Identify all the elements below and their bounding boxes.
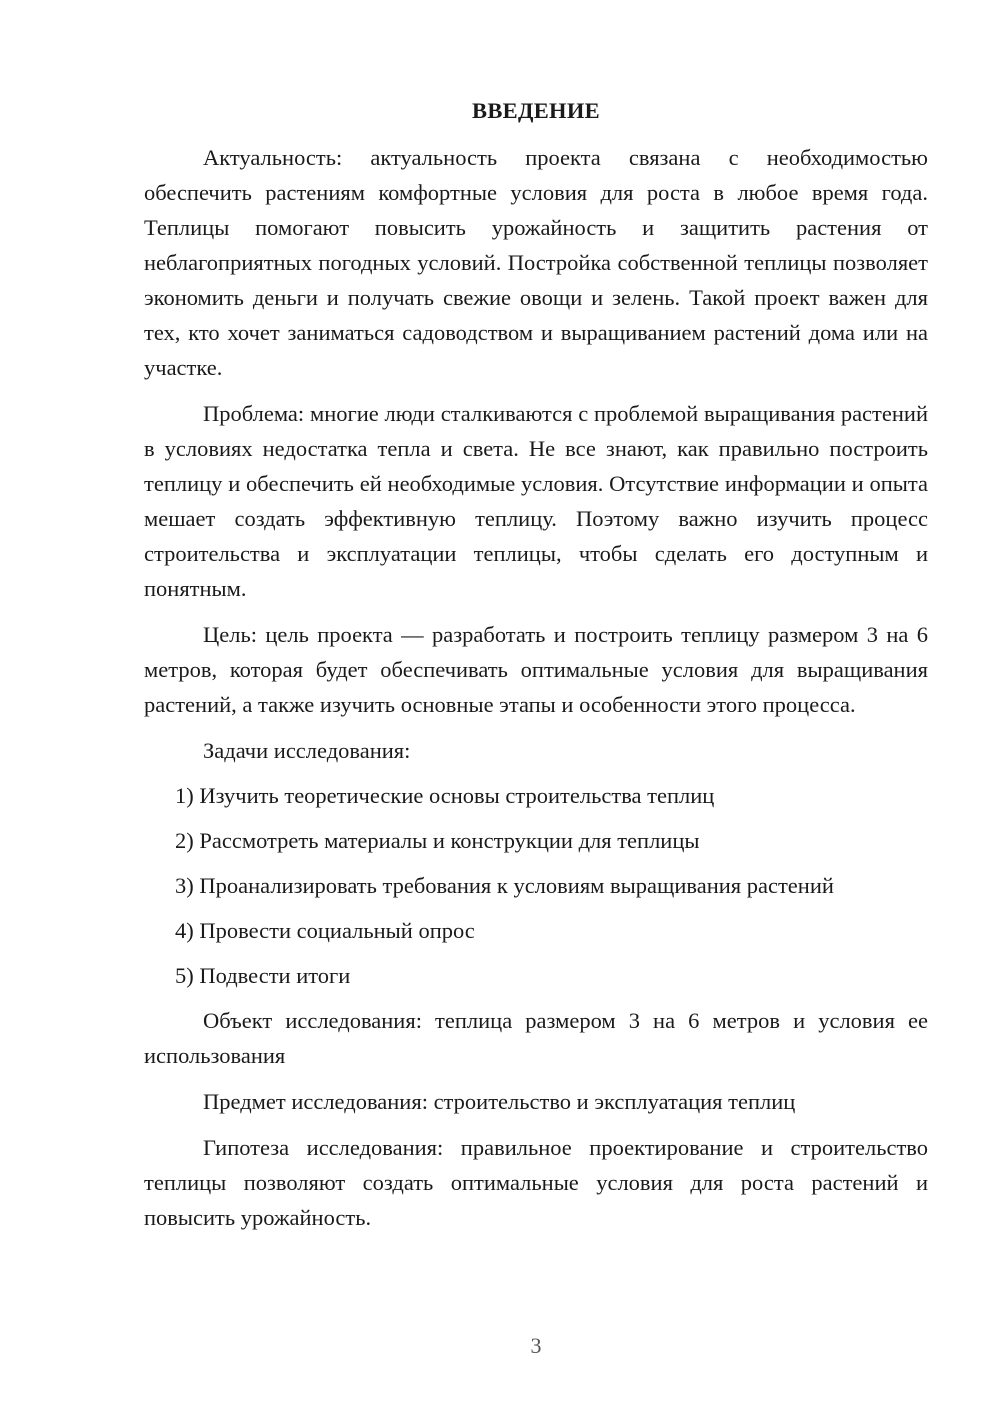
tasks-list [144,778,928,993]
paragraph-goal: Цель: цель проекта — разработать и построить теплицу размером 3 на 6 метров, которая будет обеспечивать оптимальные условия для выращивания растений, а также изучить основные этапы и особенности этого процесса. [144,622,928,717]
paragraph-hypothesis: Гипотеза исследования: правильное проектирование и строительство теплицы позволяют создать оптимальные условия для роста растений и повысить урожайность. [144,1135,928,1230]
paragraph-relevance: Актуальность: актуальность проекта связана с необходимостью обеспечить растениям комфортные условия для роста в любое время года. Теплицы помогают повысить урожайность и защитить растения от неблагоприятных погодных условий. Постройка собственной теплицы позволяет экономить деньги и получать свежие овощи и зелень. Такой проект важен для тех, кто хочет заниматься садоводством и выращиванием растений дома или на участке. [144,145,928,380]
task-item: 4) Провести социальный опрос [175,918,475,943]
page-content [144,96,928,1235]
section-title: ВВЕДЕНИЕ [472,98,600,123]
paragraph-problem: Проблема: многие люди сталкиваются с проблемой выращивания растений в условиях недостатка тепла и света. Не все знают, как правильно построить теплицу и обеспечить ей необходимые условия. Отсутствие информации и опыта мешает создать эффективную теплицу. Поэтому важно изучить процесс строительства и эксплуатации теплицы, чтобы сделать его доступным и понятным. [144,401,928,601]
paragraph-subject: Предмет исследования: строительство и эксплуатация теплиц [203,1089,796,1114]
task-item: 5) Подвести итоги [175,963,351,988]
page-number: 3 [530,1333,542,1358]
tasks-heading: Задачи исследования: [203,738,411,763]
task-item: 3) Проанализировать требования к условиям выращивания растений [175,873,834,898]
task-item: 1) Изучить теоретические основы строительства теплиц [175,783,715,808]
task-item: 2) Рассмотреть материалы и конструкции для теплицы [175,828,700,853]
paragraph-object: Объект исследования: теплица размером 3 на 6 метров и условия ее использования [144,1008,928,1068]
